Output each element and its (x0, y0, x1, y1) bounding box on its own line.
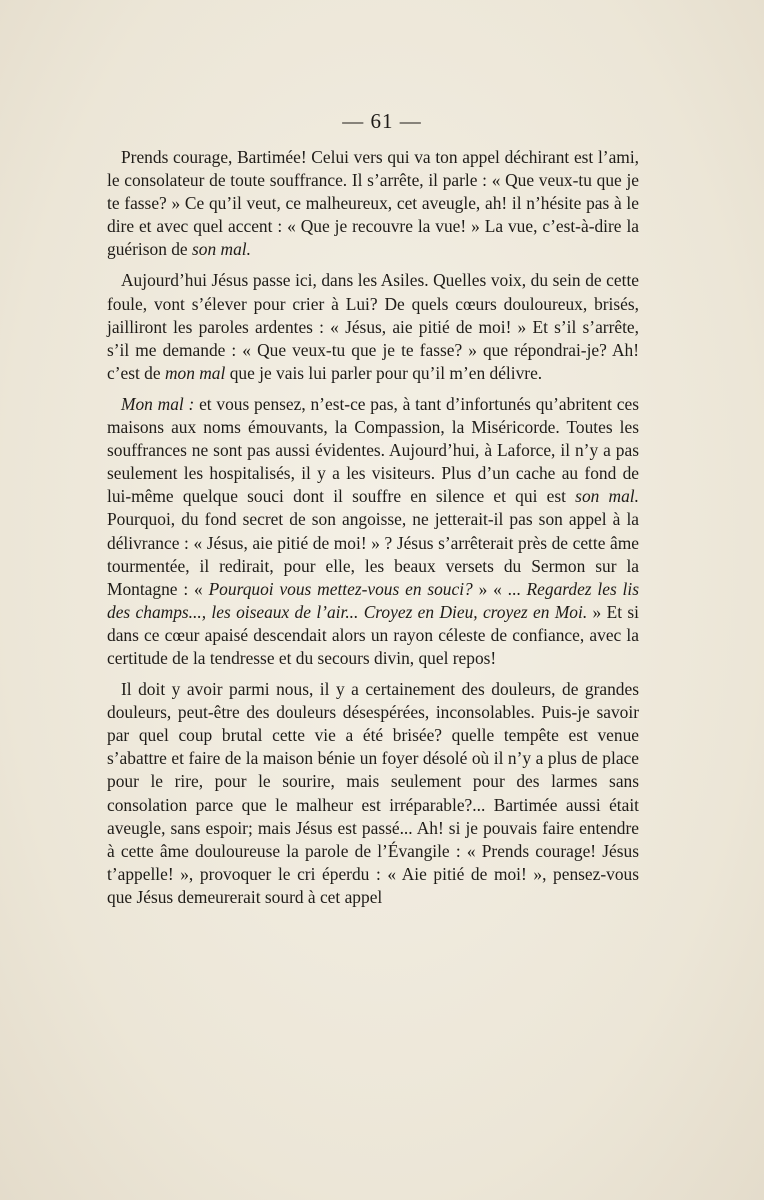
paragraph-3 (107, 393, 639, 670)
text-run: Prends courage, Bartimée! Celui vers qui va ton appel déchirant est l’ami, le consolateur de toute souffrance. Il s’arrête, il parle : « Que veux-tu que je te fasse? » Ce qu’il veut, ce malheureux, cet aveugle, ah! il n’hésite pas à le dire et avec quel accent : « Que je recouvre la vue! » La vue, c’est-à-dire la guérison de (107, 147, 639, 260)
body-text (107, 146, 639, 909)
text-run: » Et si dans ce cœur apaisé descendait alors un rayon céleste de confiance, avec la certitude de la tendresse et du secours divin, quel repos! (107, 601, 639, 668)
text-run: Pourquoi, du fond secret de son angoisse, ne jetterait-il pas son appel à la délivrance : « Jésus, aie pitié de moi! » ? Jésus s’arrêterait près de cette âme tourmentée, il redirait, pour elle, les beaux versets du Sermon sur la Montagne : « (107, 509, 639, 599)
italic-run: son mal. (575, 486, 639, 507)
italic-run: Pourquoi vous mettez-vous en souci? (208, 578, 473, 599)
page-number: — 61 — (342, 109, 422, 133)
text-run: » « ... (472, 578, 527, 599)
text-run: Il doit y avoir parmi nous, il y a certainement des douleurs, de grandes douleurs, peut-être des douleurs désespérées, inconsolables. Puis-je savoir par quel coup brutal cette vie a été brisée? quelle tempête est venue s’abattre et faire de la maison bénie un foyer désolé où il n’y a plus de place pour le rire, pour le sourire, mais seulement pour des larmes sans consolation parce que le malheur est irréparable?... Bartimée aussi était aveugle, sans espoir; mais Jésus est passé... Ah! si je pouvais faire entendre à cette âme douloureuse la parole de l’Évangile : « Prends courage! Jésus t’appelle! », provoquer le cri éperdu : « Aie pitié de moi! », pensez-vous que Jésus demeurerait sourd à cet appel (107, 679, 639, 907)
text-run: et vous pensez, n’est-ce pas, à tant d’infortunés qu’abritent ces maisons aux noms émouvants, la Compassion, la Miséricorde. Toutes les souffrances ne sont pas aussi évidentes. Aujourd’hui, à Laforce, il n’y a pas seulement les hospitalisés, il y a les visiteurs. Plus d’un cache au fond de lui-même quelque souci dont il souffre en silence et qui est (107, 393, 640, 507)
paragraph-2 (107, 269, 639, 384)
italic-run: Regardez les lis des champs..., les oiseaux de l’air... Croyez en Dieu, croyez en Moi. (107, 578, 639, 622)
paragraph-1 (107, 146, 639, 261)
text-run: que je vais lui parler pour qu’il m’en délivre. (225, 362, 543, 383)
text-run: Aujourd’hui Jésus passe ici, dans les Asiles. Quelles voix, du sein de cette foule, vont s’élever pour crier à Lui? De quels cœurs douloureux, brisés, jailliront les paroles ardentes : « Jésus, aie pitié de moi! » Et s’il s’arrête, s’il me demande : « Que veux-tu que je te fasse? » que répondrai-je? Ah! c’est de (107, 270, 639, 383)
paragraph-4 (107, 678, 639, 909)
italic-run: son mal. (192, 239, 251, 260)
italic-run: Mon mal : (121, 393, 195, 414)
italic-run: mon mal (164, 362, 226, 383)
